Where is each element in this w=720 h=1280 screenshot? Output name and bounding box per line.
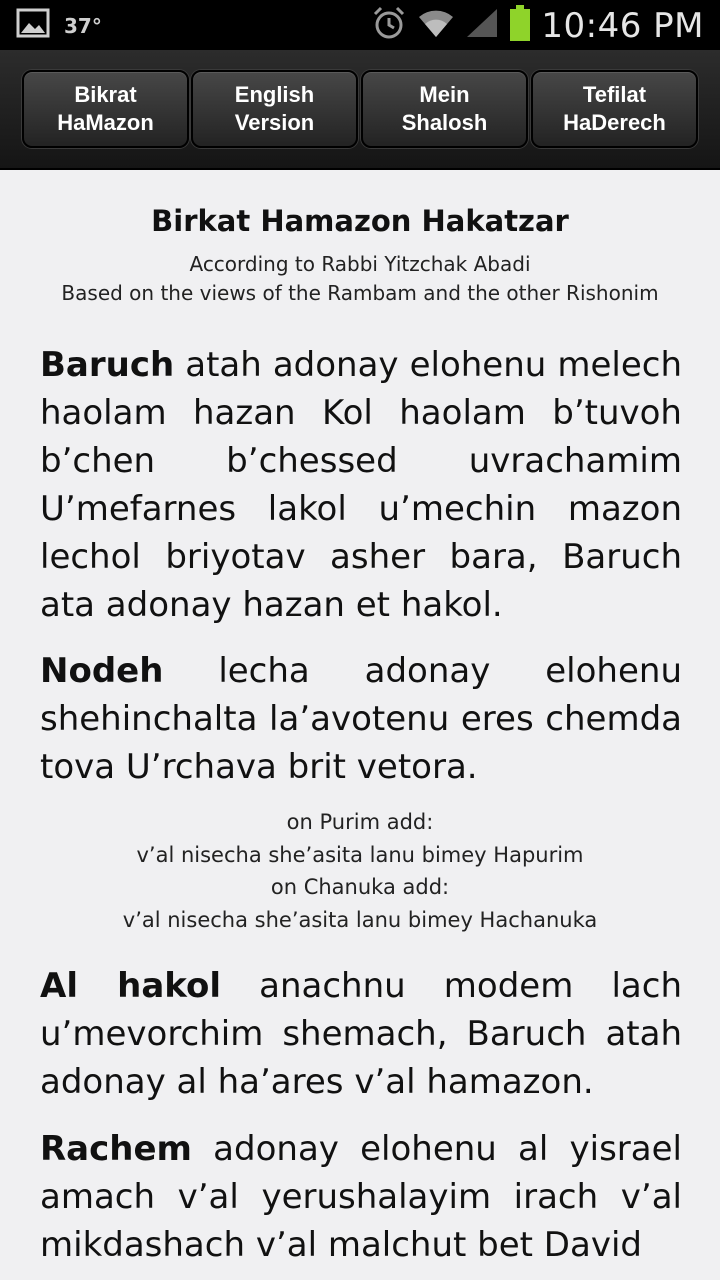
paragraph-text: adonay elohenu al yisrael amach v’al yerushalayim irach v’al mikdashach v’al malchut bet David (40, 1129, 682, 1265)
button-label-line1: English (234, 82, 315, 107)
tefilat-haderech-button[interactable] (531, 70, 698, 148)
subtitle-basis: Based on the views of the Rambam and the other Rishonim (61, 281, 659, 305)
paragraph-text: atah adonay elohenu melech haolam hazan Kol haolam b’tuvoh b’chen b’chessed uvrachamim U’mefarnes lakol u’mechin mazon lechol briyotav asher bara, Baruch ata adonay hazan et hakol. (40, 345, 682, 625)
paragraph-lead: Rachem (40, 1129, 192, 1169)
paragraph-baruch (40, 341, 682, 629)
mein-shalosh-button[interactable] (361, 70, 528, 148)
note-chanuka-heading: on Chanuka add: (270, 875, 450, 899)
wifi-icon (417, 7, 455, 44)
note-chanuka-text: v’al nisecha she’asita lanu bimey Hachanuka (122, 908, 598, 932)
subtitle-author: According to Rabbi Yitzchak Abadi (189, 252, 531, 276)
clock-time: 10:46 PM (541, 5, 704, 46)
paragraph-lead: Baruch (40, 345, 175, 385)
prayer-content[interactable] (0, 170, 720, 1280)
alarm-icon (371, 5, 407, 46)
paragraph-lead: Al hakol (40, 966, 221, 1006)
button-label-line1: Mein (419, 82, 470, 107)
button-label-line2: HaMazon (57, 110, 154, 135)
page-title: Birkat Hamazon Hakatzar (151, 204, 569, 238)
note-purim-text: v’al nisecha she’asita lanu bimey Hapurim (136, 843, 584, 867)
paragraph-text: anachnu modem lach u’mevorchim shemach, Baruch atah adonay al ha’ares v’al hamazon. (40, 966, 682, 1102)
paragraph-text: lecha adonay elohenu shehinchalta la’avotenu eres chemda tova U’rchava brit vetora. (40, 651, 682, 787)
button-label-line1: Bikrat (74, 82, 137, 107)
paragraph-nodeh (40, 647, 682, 791)
button-label-line2: HaDerech (563, 110, 666, 135)
paragraph-rachem (40, 1125, 682, 1269)
signal-icon (465, 7, 499, 44)
temperature-text: 37° (64, 13, 102, 38)
bikrat-hamazon-button[interactable] (22, 70, 189, 148)
paragraph-lead: Nodeh (40, 651, 164, 691)
battery-icon (509, 4, 531, 47)
button-label-line1: Tefilat (582, 82, 647, 107)
note-purim-heading: on Purim add: (286, 810, 434, 834)
status-bar (0, 0, 720, 50)
gallery-icon (16, 8, 50, 43)
english-version-button[interactable] (191, 70, 358, 148)
toolbar (0, 50, 720, 170)
button-label-line2: Version (234, 110, 315, 135)
button-label-line2: Shalosh (401, 110, 488, 135)
paragraph-al-hakol (40, 962, 682, 1106)
